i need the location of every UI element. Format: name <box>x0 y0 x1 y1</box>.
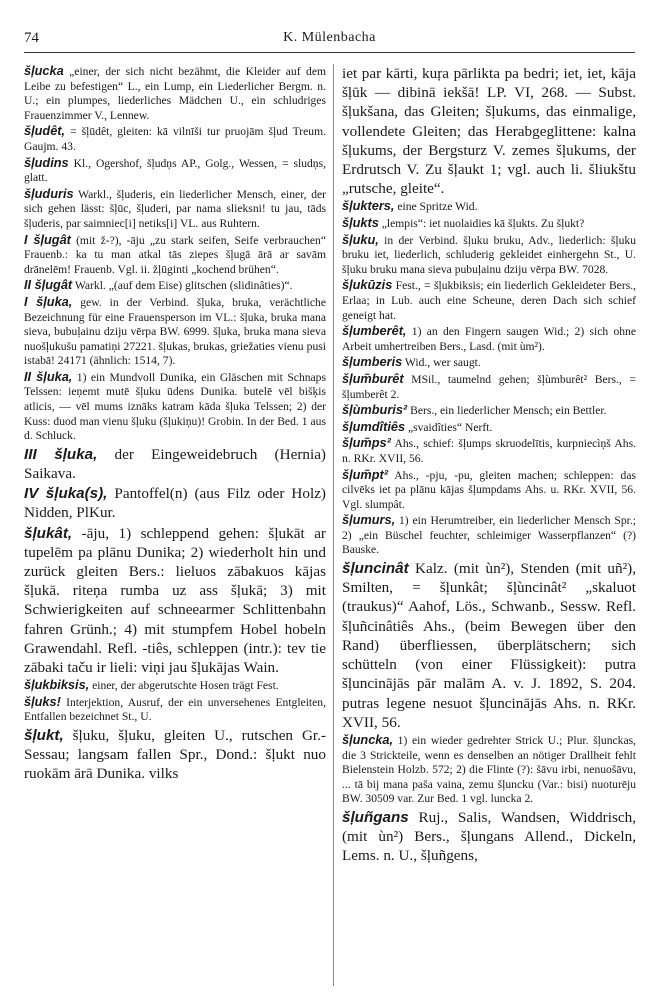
entry-text: iet par kārti, kuŗa pārlikta pa bedri; iet, iet, kāja šļūk — dibinā iekšā! LP. VI, 268. — Subst. šļukšana, das Gleiten; šļukums, das einmalige, vollendete Gleiten; das Herabgeglittene: kalna šļukums, der Bergsturz V. zemes šļukums, der Erdrutsch V. Zu šļaukt 1; vgl. auch li. šliukštu „rutsche, gleite“. <box>342 65 636 198</box>
entry-text: in der Verbind. šļuku bruku, Adv., liederlich: šļuku bruku iet, liederlich, schluderig gekleidet einhergehn St., U. šļuku bruku mana sieva pubuļainu dziju vērpa BW. 7028. <box>342 233 636 276</box>
entry-headword: II šļuka, <box>24 368 73 384</box>
entry-headword: šļukts <box>342 215 379 231</box>
entry-text: Bers., ein liederlicher Mensch; ein Bettler. <box>407 404 607 418</box>
dictionary-entry <box>342 468 636 513</box>
entry-text: šļuku, šļuku, gleiten U., rutschen Gr.-Sessau; langsam fallen Spr., Dond.: šļukt nuo ruokām ārā Dunika. vilks <box>24 727 326 783</box>
entry-headword: III šļuka, <box>24 445 98 463</box>
entry-headword: šļuduris <box>24 185 74 201</box>
column-divider <box>333 64 334 986</box>
entry-headword: šļumberis <box>342 354 403 370</box>
entry-text: 1) ein wieder gedrehter Strick U.; Plur. šļunckas, die 3 Strickteile, wenn es denselben an nötiger Drallheit fehlt Bielenstein Holzb. 572; 2) die Flinte (?): šāvu irbi, nenuošāvu, ... tā bij mana paša vaina, zemu šļuncku (Var.: bisi) nuoturēju BW. 30509 var. Zur Bed. 1 vgl. luncka 2. <box>342 733 636 806</box>
dictionary-entry <box>342 808 636 866</box>
entry-headword: šļum̃burêt <box>342 370 404 386</box>
dictionary-entry <box>342 513 636 558</box>
dictionary-entry <box>24 678 326 694</box>
entry-text: Warkl. „(auf dem Eise) glitschen (slidinâties)“. <box>72 279 293 293</box>
dictionary-entry <box>342 420 636 436</box>
dictionary-entry <box>342 355 636 371</box>
dictionary-entry <box>24 124 326 154</box>
dictionary-entry <box>24 445 326 483</box>
entry-headword: šļuncka, <box>342 731 394 747</box>
entry-headword: šļukt, <box>24 727 64 745</box>
dictionary-entry <box>24 187 326 232</box>
entry-text: Ahs., schief: šļumps skruodelītis, kurpniecìņš Ahs. n. RKr. XVII, 56. <box>342 437 636 465</box>
entry-headword: šļum̃ps² <box>342 435 391 451</box>
entry-text: MSil., taumelnd gehen; šļùmburêt² Bers., = šļumberêt 2. <box>342 372 636 401</box>
entry-text: = šļūdêt, gleiten: kā vilnīši tur pruojām šļud Treum. Gaujm. 43. <box>24 125 326 153</box>
dictionary-entry <box>342 559 636 732</box>
entry-headword: šļucka <box>24 64 64 78</box>
entry-headword: šļumberêt, <box>342 323 407 339</box>
dictionary-entry <box>24 524 326 678</box>
dictionary-entry <box>342 324 636 354</box>
page-header <box>24 30 635 53</box>
entry-text: 1) ein Herumtreiber, ein liederlicher Mensch Spr.; 2) „ein Büschel feuchter, schleimiger Wasserpflanzen“ (?) Bauske. <box>342 514 636 557</box>
dictionary-entry <box>24 233 326 278</box>
entry-headword: šļuncinât <box>342 560 409 578</box>
dictionary-entry <box>342 372 636 402</box>
entry-headword: šļukūzis <box>342 277 393 293</box>
dictionary-entry <box>24 484 326 522</box>
entry-text: Ahs., -pju, -pu, gleiten machen; schleppen: das cilvēks iet pa plānu kājas šļumpdams Ahs. u. RKr. XVII, 56. Vgl. slumpât. <box>342 468 636 511</box>
entry-headword: šļudins <box>24 154 69 170</box>
entry-headword: II šļugât <box>24 277 73 293</box>
entry-text: (mit ž-?), -āju „zu stark seifen, Seife verbrauchen“ Frauenb.: ka tu man atkal tās ziepes šļugā ārā ar savām drānelēm! Frauenb. Vgl. ii. žļūginti „kochend brühen“. <box>24 233 326 276</box>
entry-headword: I šļuka, <box>24 293 73 309</box>
entry-headword: šļukât, <box>24 524 73 542</box>
dictionary-entry <box>342 733 636 807</box>
entry-text: „svaidîties“ Nerft. <box>405 420 493 434</box>
entry-headword: I šļugât <box>24 231 71 247</box>
entry-text: 1) ein Mundvoll Dunika, ein Gläschen mit Schnaps Telssen: ieņemt mutē šļuku ūdens Dunika. butelē vēl bišķis atlicis, — vēl mums iznāks katram kāda šļuka Telssen; 2) der Kuss: duod man vienu šļuku (šļukiņu)! Grobin. In der Bed. 1 aus d. Schluck. <box>24 370 326 443</box>
entry-text: „einer, der sich nicht bezähmt, die Kleider auf dem Leibe zu befestigen“ L., ein Lump, ein Liederlicher Bergm. n. U.; ein plumpes, liederliches Mädchen U., ein schludriges Frauenzimmer V., Lennew. <box>24 65 326 122</box>
entry-text: Pantoffel(n) (aus Filz oder Holz) Nidden, PlKur. <box>24 485 326 522</box>
entry-text: Ruj., Salis, Wandsen, Widdrisch, (mit ùn²) Bers., šļungans Allend., Dickeln, Lems. n. U., šļuñgens, <box>342 808 636 865</box>
dictionary-entry <box>342 199 636 215</box>
dictionary-entry <box>342 436 636 466</box>
entry-headword: šļuks! <box>24 693 61 709</box>
entry-text: Fest., = šļukbiksis; ein liederlich Gekleideter Bers., Erlaa; in Lub. auch eine Scheune, deren Dach sich schief geneigt hat. <box>342 279 636 322</box>
dictionary-entry <box>342 278 636 323</box>
dictionary-entry <box>24 695 326 725</box>
left-column <box>24 64 326 988</box>
entry-text: Kl., Ogershof, šļudņs AP., Golg., Wessen, = sludņs, glatt. <box>24 156 326 185</box>
entry-headword: IV šļuka(s), <box>24 485 108 503</box>
dictionary-entry <box>24 370 326 444</box>
entry-headword: šļukbiksis, <box>24 677 90 693</box>
dictionary-entry <box>24 64 326 123</box>
entry-text: gew. in der Verbind. šļuka, bruka, verächtliche Bezeichnung für eine Frauensperson im VL.: šļuka, bruka mana sieva, bubuļainu dziju vērpa BW. 6999. šļuka, bruka mana sieva nuošļukušu pamatiņi 27221. šļukas, brukas, griežaties vienu pusi istabā! 24171 (ähnlich: 1514, 7). <box>24 295 326 368</box>
right-column <box>342 64 636 988</box>
entry-text: Wid., wer saugt. <box>402 356 481 370</box>
entry-text: eine Spritze Wid. <box>394 200 478 214</box>
entry-headword: šļudêt, <box>24 123 66 139</box>
dictionary-entry <box>24 156 326 186</box>
entry-headword: šļum̃pt² <box>342 466 389 482</box>
entry-headword: šļuñgans <box>342 808 409 826</box>
entry-text: Warkl., šļuderis, ein liederlicher Mensch, einer, der sich gehen lässt: šļūc, šļuderi, par nama slieksni! tu jau, tāds šļuderis, par saimniec[i] netiks[i] VL. aus Ruhtern. <box>24 187 326 230</box>
dictionary-entry <box>24 726 326 784</box>
dictionary-entry <box>342 403 636 419</box>
entry-headword: šļumurs, <box>342 512 396 528</box>
entry-text: 1) an den Fingern saugen Wid.; 2) sich ohne Arbeit umhertreiben Bers., Lasd. (mit ùm²). <box>342 325 636 353</box>
dictionary-entry <box>342 233 636 278</box>
entry-text: „lempis“: iet nuolaidies kā šļukts. Zu šļukt? <box>378 217 585 231</box>
entry-headword: šļumdîtiês <box>342 418 406 434</box>
dictionary-entry <box>342 64 636 198</box>
entry-headword: šļukters, <box>342 198 395 214</box>
entry-text: Kalz. (mit ùn²), Stenden (mit uñ²), Smilten, = šļunkât; šļùncinât² „skaluot (traukus)“ Aahof, Lös., Schwanb., Sessw. Refl. šļuñcinâtiês Ahs., (beim Bewegen über den Rand) überfliessen, überplätschern; sich schütteln (von einer Flüssigkeit): putra šļuncinājās pār malām A. v. J. 1892, S. 204. putras legene nesuot šļuncinājās Ahs. n. RKr. XVII, 56. <box>342 560 636 731</box>
dictionary-entry <box>24 295 326 369</box>
dictionary-entry <box>24 278 326 294</box>
entry-text: der Eingeweidebruch (Hernia) Saikava. <box>24 445 326 483</box>
dictionary-entry <box>342 216 636 232</box>
entry-headword: šļùmburis² <box>342 402 408 418</box>
entry-headword: šļuku, <box>342 231 379 247</box>
page-number: 74 <box>24 30 39 46</box>
entry-text: einer, der abgerutschte Hosen trägt Fest. <box>89 679 279 693</box>
entry-text: Interjektion, Ausruf, der ein unversehenes Entgleiten, Entfallen bezeichnet St., U. <box>24 695 326 724</box>
entry-text: -āju, 1) schleppend gehen: šļukāt ar tupelēm pa plānu Dunika; 2) wiederholt hin und zurück gleiten Bers.: lieluos zābakuos kājas šļukā. riteņa rumba uz ass šļukā; 3) mit Schwierigkeiten auf schneearmer Schlittenbahn fahren Grünh.; 4) mit stumpfem Hobel hobeln Grawendahl. Refl. -tiês, schleppen (intr.): tev tie zābaki taču ir lieli: viņi jau šļukājas Wain. <box>24 524 326 677</box>
running-head: K. Mülenbacha <box>283 30 376 45</box>
